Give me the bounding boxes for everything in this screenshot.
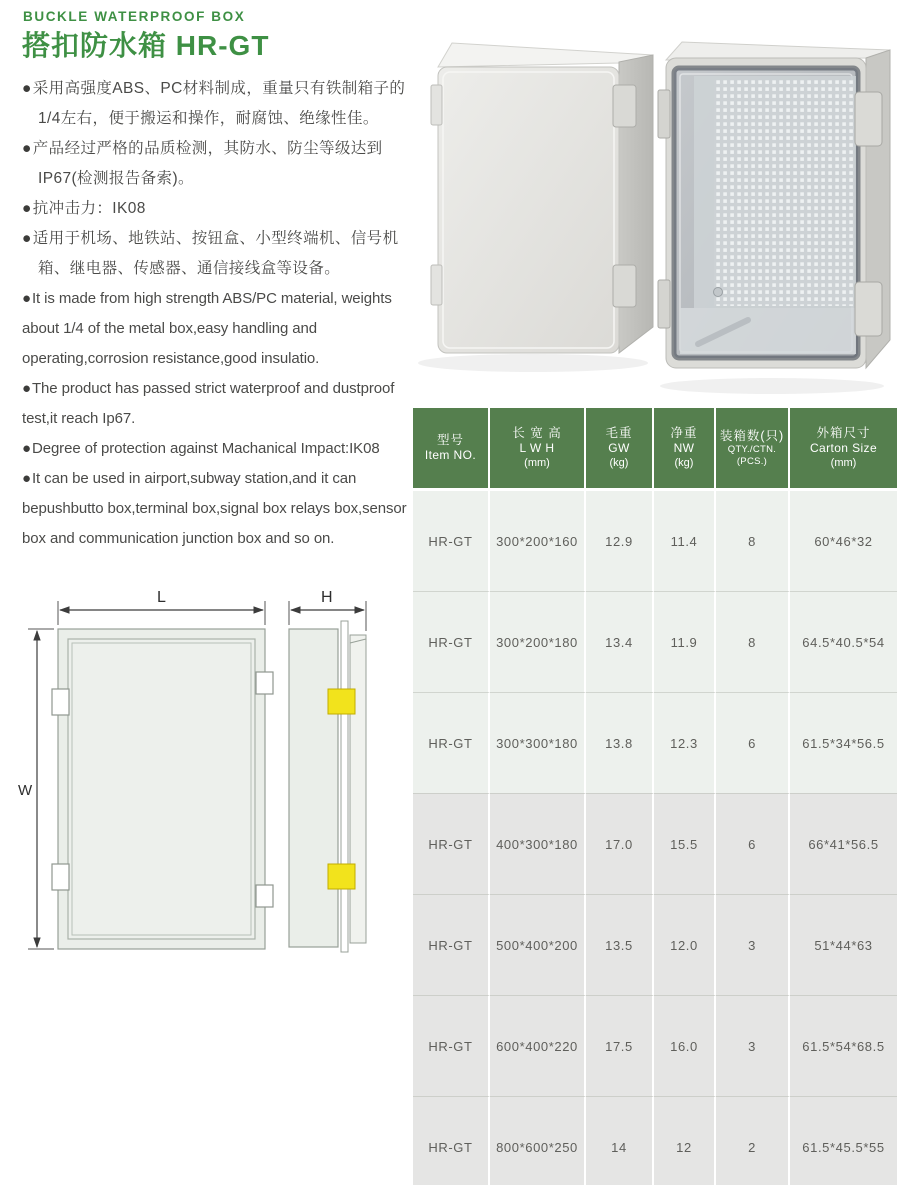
table-row	[413, 995, 897, 1096]
column-header-lwh	[490, 408, 586, 491]
header-line-en: GW	[608, 441, 630, 455]
feature-item	[22, 464, 414, 554]
cell-item-no: HR-GT	[413, 1096, 490, 1185]
table-row	[413, 793, 897, 894]
table-row	[413, 1096, 897, 1185]
latch-tab-top	[658, 90, 670, 138]
feature-text: 采用高强度ABS、PC材料制成，重量只有铁制箱子的1/4左右，便于搬运和操作，耐腐蚀、绝缘性佳。	[32, 80, 406, 127]
cell-gw: 17.5	[586, 995, 654, 1096]
cell-qty: 8	[716, 591, 790, 692]
column-header-carton-size	[790, 408, 897, 491]
table-row	[413, 591, 897, 692]
side-view-cover-strip	[341, 621, 348, 952]
feature-text: The product has passed strict waterproof and dustproof test,it reach Ip67.	[22, 380, 395, 427]
header-line-cn: 长 宽 高	[512, 426, 562, 440]
front-view-door	[68, 639, 255, 939]
cell-gw: 13.5	[586, 894, 654, 995]
cell-nw: 16.0	[654, 995, 716, 1096]
cell-item-no: HR-GT	[413, 591, 490, 692]
cell-carton-size: 64.5*40.5*54	[790, 591, 897, 692]
feature-text: Degree of protection against Machanical Impact:IK08	[31, 440, 380, 457]
product-photo-transparent-box	[652, 30, 900, 400]
header-line-cn: 净重	[670, 426, 698, 440]
cell-gw: 17.0	[586, 793, 654, 894]
cell-lwh: 600*400*220	[490, 995, 586, 1096]
feature-item	[22, 194, 414, 224]
header-line-unit: (kg)	[609, 457, 629, 469]
feature-list	[22, 74, 414, 554]
latch-tab-bottom	[658, 280, 670, 328]
cell-carton-size: 51*44*63	[790, 894, 897, 995]
dim-label-length: L	[157, 589, 166, 606]
front-latch-bottom	[256, 885, 273, 907]
cell-lwh: 300*200*180	[490, 591, 586, 692]
bullet-icon: ●	[22, 80, 32, 97]
box-front-door	[438, 67, 619, 353]
dimension-diagram	[16, 585, 408, 985]
header-line-unit: (kg)	[674, 457, 694, 469]
feature-item	[22, 434, 414, 464]
cell-nw: 12.3	[654, 692, 716, 793]
product-photo-closed-box	[408, 15, 660, 400]
side-latch-top	[328, 689, 355, 714]
cell-carton-size: 66*41*56.5	[790, 793, 897, 894]
eyebrow-title: BUCKLE WATERPROOF BOX	[23, 9, 246, 24]
header-line-en: NW	[673, 441, 695, 455]
cell-carton-size: 61.5*34*56.5	[790, 692, 897, 793]
hinge-clip-top	[613, 85, 636, 127]
front-hinge-bottom	[52, 864, 69, 890]
cell-gw: 12.9	[586, 491, 654, 591]
hinge-block-bottom	[855, 282, 882, 336]
bullet-icon: ●	[22, 200, 32, 217]
feature-item	[22, 74, 414, 134]
bullet-icon: ●	[22, 230, 32, 247]
table-row	[413, 894, 897, 995]
cell-nw: 12	[654, 1096, 716, 1185]
cell-item-no: HR-GT	[413, 491, 490, 591]
hinge-clip-bottom	[613, 265, 636, 307]
feature-text: 产品经过严格的品质检测，其防水、防尘等级达到IP67(检测报告备索)。	[32, 140, 383, 187]
cell-lwh: 800*600*250	[490, 1096, 586, 1185]
header-line-en: QTY./CTN.	[727, 443, 777, 455]
cell-lwh: 400*300*180	[490, 793, 586, 894]
feature-item	[22, 374, 414, 434]
side-view-flange	[350, 635, 366, 943]
cell-nw: 11.9	[654, 591, 716, 692]
cell-nw: 12.0	[654, 894, 716, 995]
header-line-en: Item NO.	[424, 448, 477, 462]
cell-carton-size: 61.5*45.5*55	[790, 1096, 897, 1185]
header-line-cn: 毛重	[605, 426, 633, 440]
cell-item-no: HR-GT	[413, 894, 490, 995]
cell-gw: 14	[586, 1096, 654, 1185]
cell-nw: 15.5	[654, 793, 716, 894]
cell-qty: 8	[716, 491, 790, 591]
bullet-icon: ●	[22, 440, 31, 457]
table-row	[413, 692, 897, 793]
feature-text: It can be used in airport,subway station,and it can bepushbutto box,terminal box,signal box relays box,sensor box and communication junction box and so on.	[22, 470, 407, 547]
latch-tab-bottom	[431, 265, 442, 305]
table-row	[413, 491, 897, 591]
column-header-qty	[716, 408, 790, 491]
feature-text: It is made from high strength ABS/PC material, weights about 1/4 of the metal box,easy handling and operating,corrosion resistance,good insulatio.	[22, 290, 392, 367]
cell-lwh: 500*400*200	[490, 894, 586, 995]
cell-qty: 3	[716, 894, 790, 995]
bullet-icon: ●	[22, 140, 32, 157]
cell-qty: 2	[716, 1096, 790, 1185]
feature-item	[22, 224, 414, 284]
interior-floor	[680, 308, 856, 354]
cell-nw: 11.4	[654, 491, 716, 591]
bullet-icon: ●	[22, 380, 31, 397]
cell-gw: 13.4	[586, 591, 654, 692]
spec-table	[413, 408, 897, 1185]
cell-item-no: HR-GT	[413, 692, 490, 793]
cell-lwh: 300*300*180	[490, 692, 586, 793]
latch-tab-top	[431, 85, 442, 125]
feature-text: 抗冲击力：IK08	[32, 200, 146, 217]
cell-carton-size: 60*46*32	[790, 491, 897, 591]
column-header-item-no	[413, 408, 490, 491]
side-latch-bottom	[328, 864, 355, 889]
perforated-plate	[714, 80, 854, 306]
header-line-cn: 型号	[436, 433, 464, 447]
cell-item-no: HR-GT	[413, 995, 490, 1096]
bullet-icon: ●	[22, 290, 31, 307]
feature-item	[22, 284, 414, 374]
front-hinge-top	[52, 689, 69, 715]
page-title: 搭扣防水箱 HR-GT	[22, 30, 270, 61]
cell-qty: 3	[716, 995, 790, 1096]
header-line-unit: (mm)	[830, 457, 857, 469]
front-latch-top	[256, 672, 273, 694]
cell-qty: 6	[716, 793, 790, 894]
column-header-gw	[586, 408, 654, 491]
header-line-unit: (PCS.)	[736, 455, 768, 467]
spec-table-container	[413, 408, 897, 1185]
box-top-face	[666, 42, 890, 60]
header-line-cn: 装箱数(只)	[719, 428, 785, 443]
feature-item	[22, 134, 414, 194]
column-header-nw	[654, 408, 716, 491]
cell-gw: 13.8	[586, 692, 654, 793]
hinge-block-top	[855, 92, 882, 146]
header-line-unit: (mm)	[524, 457, 550, 469]
header-line-en: L W H	[519, 441, 555, 455]
bullet-icon: ●	[22, 470, 31, 487]
cell-carton-size: 61.5*54*68.5	[790, 995, 897, 1096]
dim-label-width: W	[18, 782, 33, 799]
feature-text: 适用于机场、地铁站、按钮盒、小型终端机、信号机箱、继电器、传感器、通信接线盒等设备。	[32, 230, 399, 277]
table-header-row	[413, 408, 897, 491]
cell-item-no: HR-GT	[413, 793, 490, 894]
header-line-en: Carton Size	[809, 441, 878, 455]
cell-lwh: 300*200*160	[490, 491, 586, 591]
side-view-body	[289, 629, 338, 947]
cell-qty: 6	[716, 692, 790, 793]
header-line-cn: 外箱尺寸	[816, 426, 871, 440]
dim-label-height: H	[321, 589, 333, 606]
